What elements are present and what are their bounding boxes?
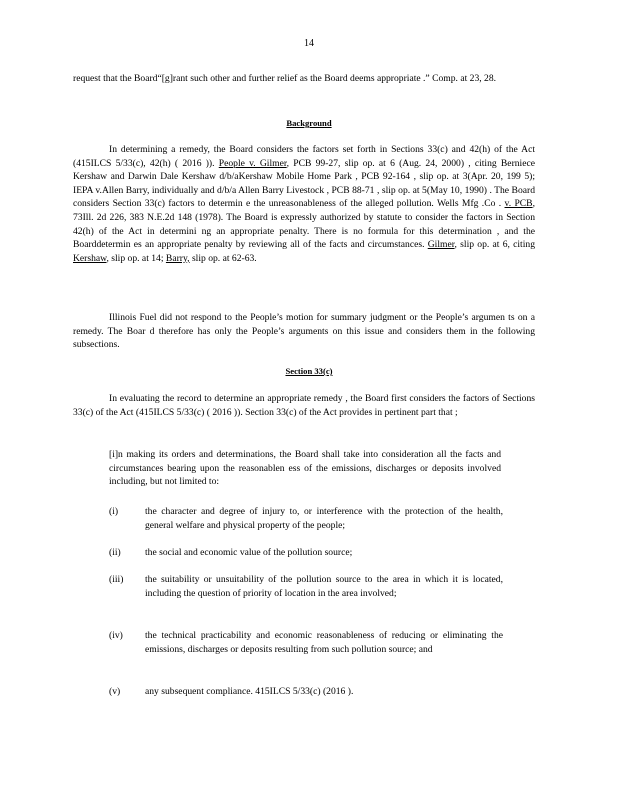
statute-item <box>109 685 503 699</box>
case-cite-gilmer: Gilmer <box>427 239 455 251</box>
section-33c-heading: Section 33(c) <box>285 366 333 376</box>
statute-item <box>109 629 503 656</box>
statute-item-number: (ii) <box>109 547 121 558</box>
case-cite-kershaw: Kershaw <box>73 252 107 264</box>
statute-item-text: the character and degree of injury to, or interference with the protection of the health, general welfare and physical property of the people; <box>145 506 503 531</box>
case-cite-v-pcb: v. PCB <box>504 198 533 210</box>
statute-item-number: (v) <box>109 686 121 697</box>
statute-item-number: (iii) <box>109 574 124 585</box>
background-paragraph-1: In determining a remedy, the Board considers the factors set forth in Sections 33(c) and 42(h) of the Act (415ILCS 5/33(c), 42(h) ( 2016 )). People v. Gilmer, PCB 99-27, slip op. at 6 (Aug. 24, 2000) , citing Berniece Kershaw and Darwin Dale Kershaw d/b/aKershaw Mobile Home Park , PCB 92-164 , slip op. at 3(Apr. 20, 199 5); IEPA v.Allen Barry, individually and d/b/a Allen Barry Livestock , PCB 88-71 , slip op. at 5(May 10, 1990) . The Board considers Section 33(c) factors to determin e the unreasonableness of the alleged pollution. Wells Mfg .Co . v. PCB, 73Ill. 2d 226, 383 N.E.2d 148 (1978). The Board is expressly authorized by statute to consider the factors in Section 42(h) of the Act in determini ng an appropriate penalty. There is no formula for this determination , and the Boarddetermin es an appropriate penalty by reviewing all of the facts and circumstances. Gilmer, slip op. at 6, citing Kershaw, slip op. at 14; Barry, slip op. at 62-63. <box>73 144 535 264</box>
statute-item-number: (i) <box>109 506 119 517</box>
statute-item <box>109 505 503 532</box>
statute-item-text: the suitability or unsuitability of the pollution source to the area in which it is located, including the question of priority of location in the area involved; <box>145 574 503 599</box>
statute-item-text: the technical practicability and economic reasonableness of reducing or eliminating the emissions, discharges or deposits resulting from such pollution source; and <box>145 630 503 655</box>
page-number: 14 <box>304 38 314 49</box>
section-33c-paragraph: In evaluating the record to determine an appropriate remedy , the Board first considers the factors of Sections 33(c) of the Act (415ILCS 5/33(c) ( 2016 )). Section 33(c) of the Act provides in pertinent part that ; <box>73 393 535 418</box>
statute-item <box>109 546 503 560</box>
background-paragraph-2: Illinois Fuel did not respond to the People’s motion for summary judgment or the People’s argumen ts on a remedy. The Boar d therefore has only the People’s arguments on this issue and considers them in the following subsections. <box>73 312 535 351</box>
intro-paragraph: request that the Board“[g]rant such other and further relief as the Board deems appropriate .” Comp. at 23, 28. <box>73 73 497 84</box>
statute-quote: [i]n making its orders and determinations, the Board shall take into consideration all the facts and circumstances bearing upon the reasonablen ess of the emissions, discharges or deposits involved including, but not limited to: <box>109 449 501 488</box>
statute-item-text: the social and economic value of the pollution source; <box>145 547 353 558</box>
case-cite-barry: Barry, <box>165 252 190 264</box>
statute-item-text: any subsequent compliance. 415ILCS 5/33(c) (2016 ). <box>145 686 354 697</box>
background-heading: Background <box>286 118 332 128</box>
statute-item-number: (iv) <box>109 630 123 641</box>
statute-item <box>109 573 503 600</box>
case-cite-people-v-gilmer: People v. Gilmer <box>218 157 287 169</box>
